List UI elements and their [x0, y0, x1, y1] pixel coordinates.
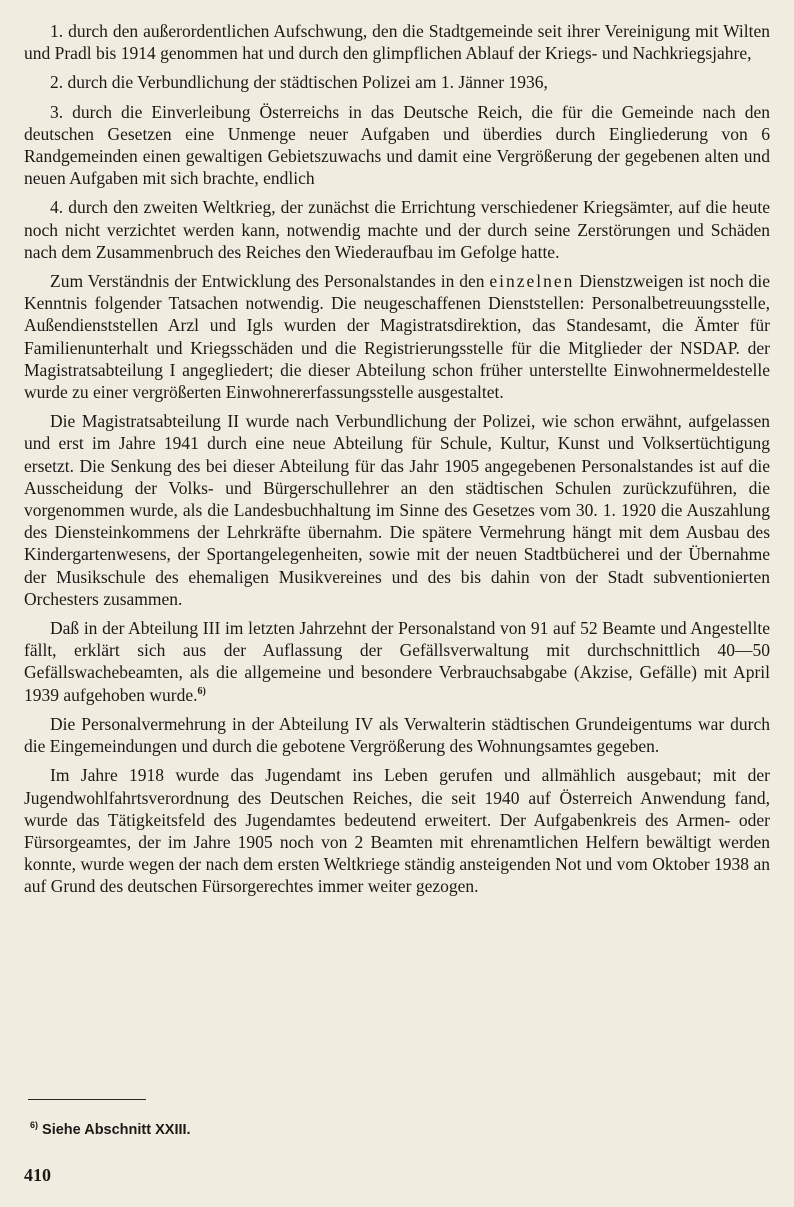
footnote-divider	[28, 1099, 146, 1100]
page-number: 410	[24, 1165, 51, 1185]
footnote-reference: 6)	[197, 685, 206, 697]
footnote	[30, 1122, 191, 1138]
paragraph-5-rest: Dienstzweigen ist noch die Kenntnis folgender Tatsachen notwendig. Die neugeschaffenen Dienststellen: Personalbetreuungsstelle, Außendienststellen Arzl und Igls wurden der Magistratsdirektion, das Standesamt, die Ämter für Familienunterhalt und Kriegsschäden und die Registrierungsstelle für die Mitglieder der NSDAP. der Magistratsabteilung I angegliedert; die dieser Abteilung schon früher unterstellte Einwohnermeldestelle wurde zu einer vergrößerten Einwohnererfassungsstelle ausgestaltet.	[24, 271, 770, 403]
paragraph-3: 3. durch die Einverleibung Österreichs in das Deutsche Reich, die für die Gemeinde nach den deutschen Gesetzen eine Unmenge neuer Aufgaben und überdies durch Eingliederung von 6 Randgemeinden einen gewaltigen Gebietszuwachs und damit eine Vergrößerung der gegebenen alten und neuen Aufgaben mit sich brachte, endlich	[24, 101, 770, 189]
footnote-text: Siehe Abschnitt XXIII.	[38, 1122, 191, 1138]
paragraph-7	[24, 617, 770, 706]
body-text	[24, 20, 770, 905]
paragraph-6: Die Magistratsabteilung II wurde nach Verbundlichung der Polizei, wie schon erwähnt, aufgelassen und erst im Jahre 1941 durch eine neue Abteilung für Schule, Kultur, Kunst und Volksertüchtigung ersetzt. Die Senkung des bei dieser Abteilung für das Jahr 1905 angegebenen Personalstandes ist auf die Ausscheidung der Volks- und Bürgerschullehrer an den städtischen Schulen zurückzuführen, die vorgenommen wurde, als die Landesbuchhaltung im Sinne des Gesetzes vom 30. 1. 1920 die Auszahlung des Diensteinkommens der Lehrkräfte übernahm. Die spätere Vermehrung hängt mit dem Ausbau des Kindergartenwesens, der Sportangelegenheiten, sowie mit der neuen Stadtbücherei und der Übernahme der Musikschule des ehemaligen Musikvereines und des bis dahin von der Stadt subventionierten Orchesters zusammen.	[24, 411, 770, 609]
paragraph-8: Die Personalvermehrung in der Abteilung IV als Verwalterin städtischen Grundeigentums war durch die Eingemeindungen und durch die gebotene Vergrößerung des Wohnungsamtes gegeben.	[24, 713, 770, 757]
paragraph-5-start: Zum Verständnis der Entwicklung des Personalstandes in den	[50, 271, 490, 292]
paragraph-7-text: Daß in der Abteilung III im letzten Jahrzehnt der Personalstand von 91 auf 52 Beamte und Angestellte fällt, erklärt sich aus der Auflassung der Gefällsverwaltung mit durchschnittlich 40—50 Gefällswachebeamten, als die allgemeine und besondere Verbrauchsabgabe (Akzise, Gefälle) mit April 1939 aufgehoben wurde.	[24, 618, 770, 705]
paragraph-4: 4. durch den zweiten Weltkrieg, der zunächst die Errichtung verschiedener Kriegsämter, auf die heute noch nicht verzichtet werden kann, notwendig machte und der durch seine Zerstörungen und Schäden nach dem Zusammenbruch des Reiches den Wiederaufbau im Gefolge hatte.	[24, 197, 770, 262]
paragraph-1: 1. durch den außerordentlichen Aufschwung, den die Stadtgemeinde seit ihrer Vereinigung mit Wilten und Pradl bis 1914 genommen hat und durch den glimpflichen Ablauf der Kriegs- und Nachkriegsjahre,	[24, 21, 770, 64]
paragraph-2: 2. durch die Verbundlichung der städtischen Polizei am 1. Jänner 1936,	[50, 72, 548, 93]
paragraph-5	[24, 270, 770, 403]
spaced-emphasis: einzelnen	[489, 271, 575, 292]
paragraph-9: Im Jahre 1918 wurde das Jugendamt ins Leben gerufen und allmählich ausgebaut; mit der Jugendwohlfahrtsverordnung des Deutschen Reiches, die seit 1940 auf Österreich Anwendung fand, wurde das Tätigkeitsfeld des Jugendamtes bedeutend erweitert. Der Aufgabenkreis des Armen- oder Fürsorgeamtes, der im Jahre 1905 noch von 2 Beamten mit ehrenamtlichen Helfern bewältigt werden konnte, wurde wegen der nach dem ersten Weltkriege ständig ansteigenden Not und vom Oktober 1938 an auf Grund des deutschen Fürsorgerechtes immer weiter gezogen.	[24, 765, 770, 897]
footnote-marker: 6)	[30, 1120, 39, 1131]
